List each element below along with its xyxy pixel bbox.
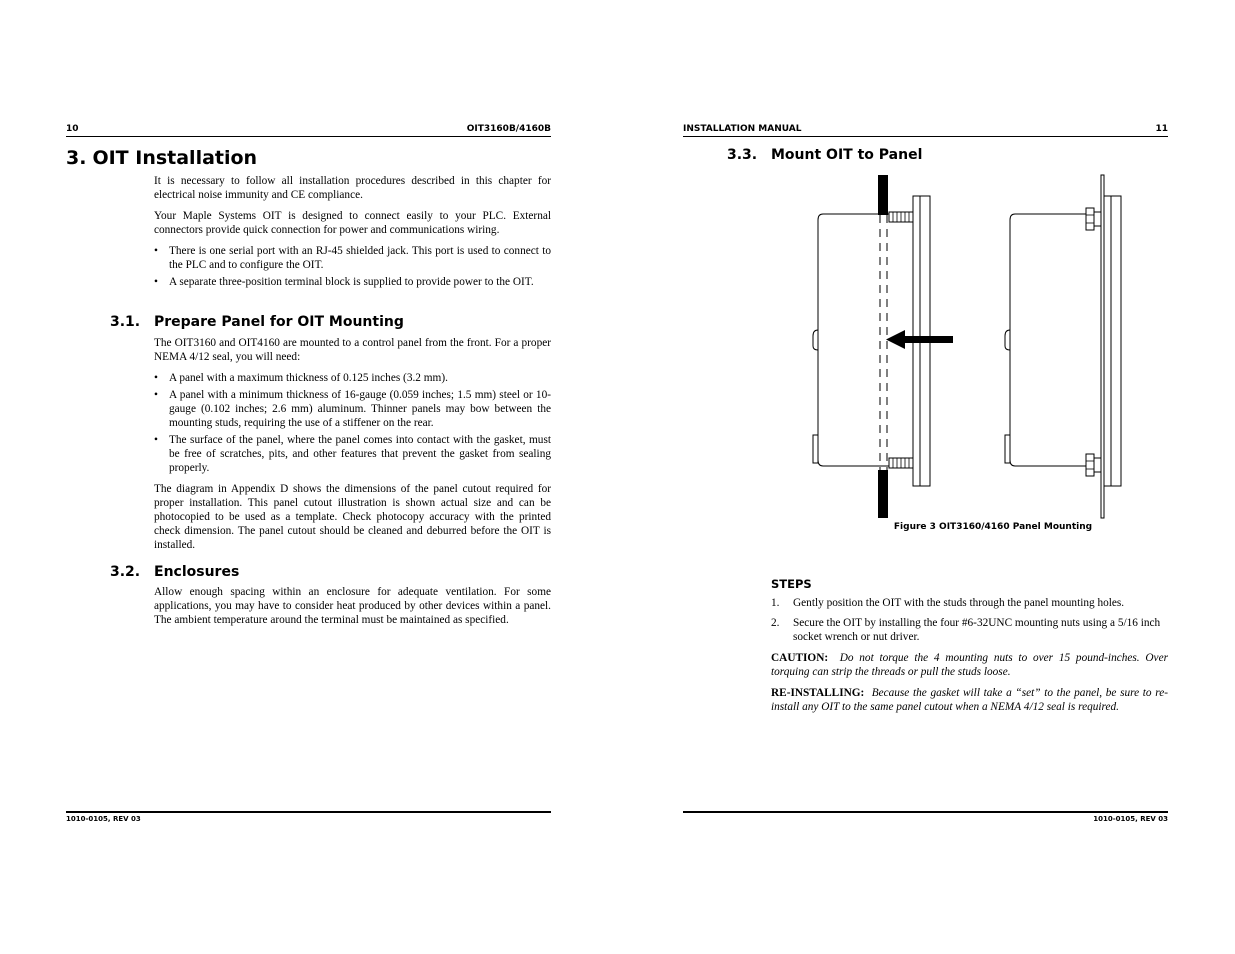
bullet-list [154,244,551,289]
footer-text: 1010-0105, REV 03 [66,815,141,823]
list-item: • A panel with a minimum thickness of 16-gauge (0.059 inches; 1.5 mm) steel or 10-gauge (0.102 inches; 2.6 mm) aluminum. Thinner panels may bow between the mounting studs, requiring the use of a stiffener on the rear. [154,389,551,429]
right-page [683,0,1168,954]
chapter-title [66,146,257,170]
chapter-number: 3. [66,147,87,169]
page-header [683,123,1168,137]
paragraph: The OIT3160 and OIT4160 are mounted to a control panel from the front. For a proper NEMA 4/12 seal, you will need: [154,337,551,363]
list-item: • A panel with a maximum thickness of 0.125 inches (3.2 mm). [154,372,448,384]
page-number: 10 [66,124,79,134]
steps-list [771,596,1168,644]
caution-note: CAUTION: Do not torque the 4 mounting nuts to over 15 pound-inches. Over torquing can strip the threads or pull the studs loose. [771,652,1168,678]
list-item: 1. Gently position the OIT with the studs through the panel mounting holes. [771,597,1125,609]
paragraph: Allow enough spacing within an enclosure for adequate ventilation. For some applications, you may have to consider heat produced by other devices within a panel. The ambient temperature around the terminal must be maintained as specified. [154,586,551,626]
list-item: • There is one serial port with an RJ-45 shielded jack. This port is used to connect to the PLC and to configure the OIT. [154,245,551,271]
arrow-head [886,330,905,349]
section-heading-3-2: 3.2. Enclosures [110,564,240,580]
mounting-nut [1086,208,1101,230]
paragraph: Your Maple Systems OIT is designed to connect easily to your PLC. External connectors provide quick connection for power and communications wiring. [154,210,551,236]
gasket [1104,196,1111,486]
oit-housing [818,214,898,466]
page-footer [66,811,551,824]
header-title: OIT3160B/4160B [466,124,551,134]
chapter-title-text: OIT Installation [92,147,258,169]
page-number: 11 [1155,124,1168,134]
list-item: • A separate three-position terminal block is supplied to provide power to the OIT. [154,276,534,288]
figure-caption: Figure 3 OIT3160/4160 Panel Mounting [893,522,1093,532]
section-heading-3-1: 3.1. Prepare Panel for OIT Mounting [110,314,404,330]
left-page [66,0,551,954]
control-panel-top [878,175,888,215]
footer-text: 1010-0105, REV 03 [1093,815,1168,823]
arrow-shaft [903,336,953,343]
steps-heading: STEPS [771,577,812,591]
steps-body [771,596,1168,721]
mounting-nut [1086,454,1101,476]
section-3-2-body [154,585,551,634]
housing-tab [1005,435,1010,463]
housing-tab [1005,330,1010,350]
housing-tab [813,435,818,463]
section-3-1-body [154,336,551,559]
paragraph: It is necessary to follow all installation procedures described in this chapter for electrical noise immunity and CE compliance. [154,175,551,201]
control-panel-bottom [878,470,888,518]
chapter-intro [154,174,551,296]
list-item: 2. Secure the OIT by installing the four #6-32UNC mounting nuts using a 5/16 inch socket wrench or nut driver. [771,617,1161,643]
section-heading-3-3: 3.3. Mount OIT to Panel [727,147,923,163]
list-item: • The surface of the panel, where the panel comes into contact with the gasket, must be free of scratches, pits, and other features that prevent the gasket from sealing properly. [154,434,551,474]
page-footer [683,811,1168,824]
reinstalling-note: RE-INSTALLING: Because the gasket will take a “set” to the panel, be sure to re-install any OIT to the same panel cutout when a NEMA 4/12 seal is required. [771,687,1169,713]
housing-tab [813,330,818,350]
header-title: INSTALLATION MANUAL [683,124,802,134]
front-bezel [1111,196,1121,486]
paragraph: The diagram in Appendix D shows the dimensions of the panel cutout required for proper installation. This panel cutout illustration is shown actual size and can be photocopied to be used as a template. Check photocopy accuracy with the printed check dimension. The panel cutout should be cleaned and deburred before the OIT is installed. [154,483,551,551]
oit-housing-mounted [1010,214,1093,466]
panel-mounting-figure [803,170,1143,522]
page-header [66,123,551,137]
bullet-list [154,371,551,475]
